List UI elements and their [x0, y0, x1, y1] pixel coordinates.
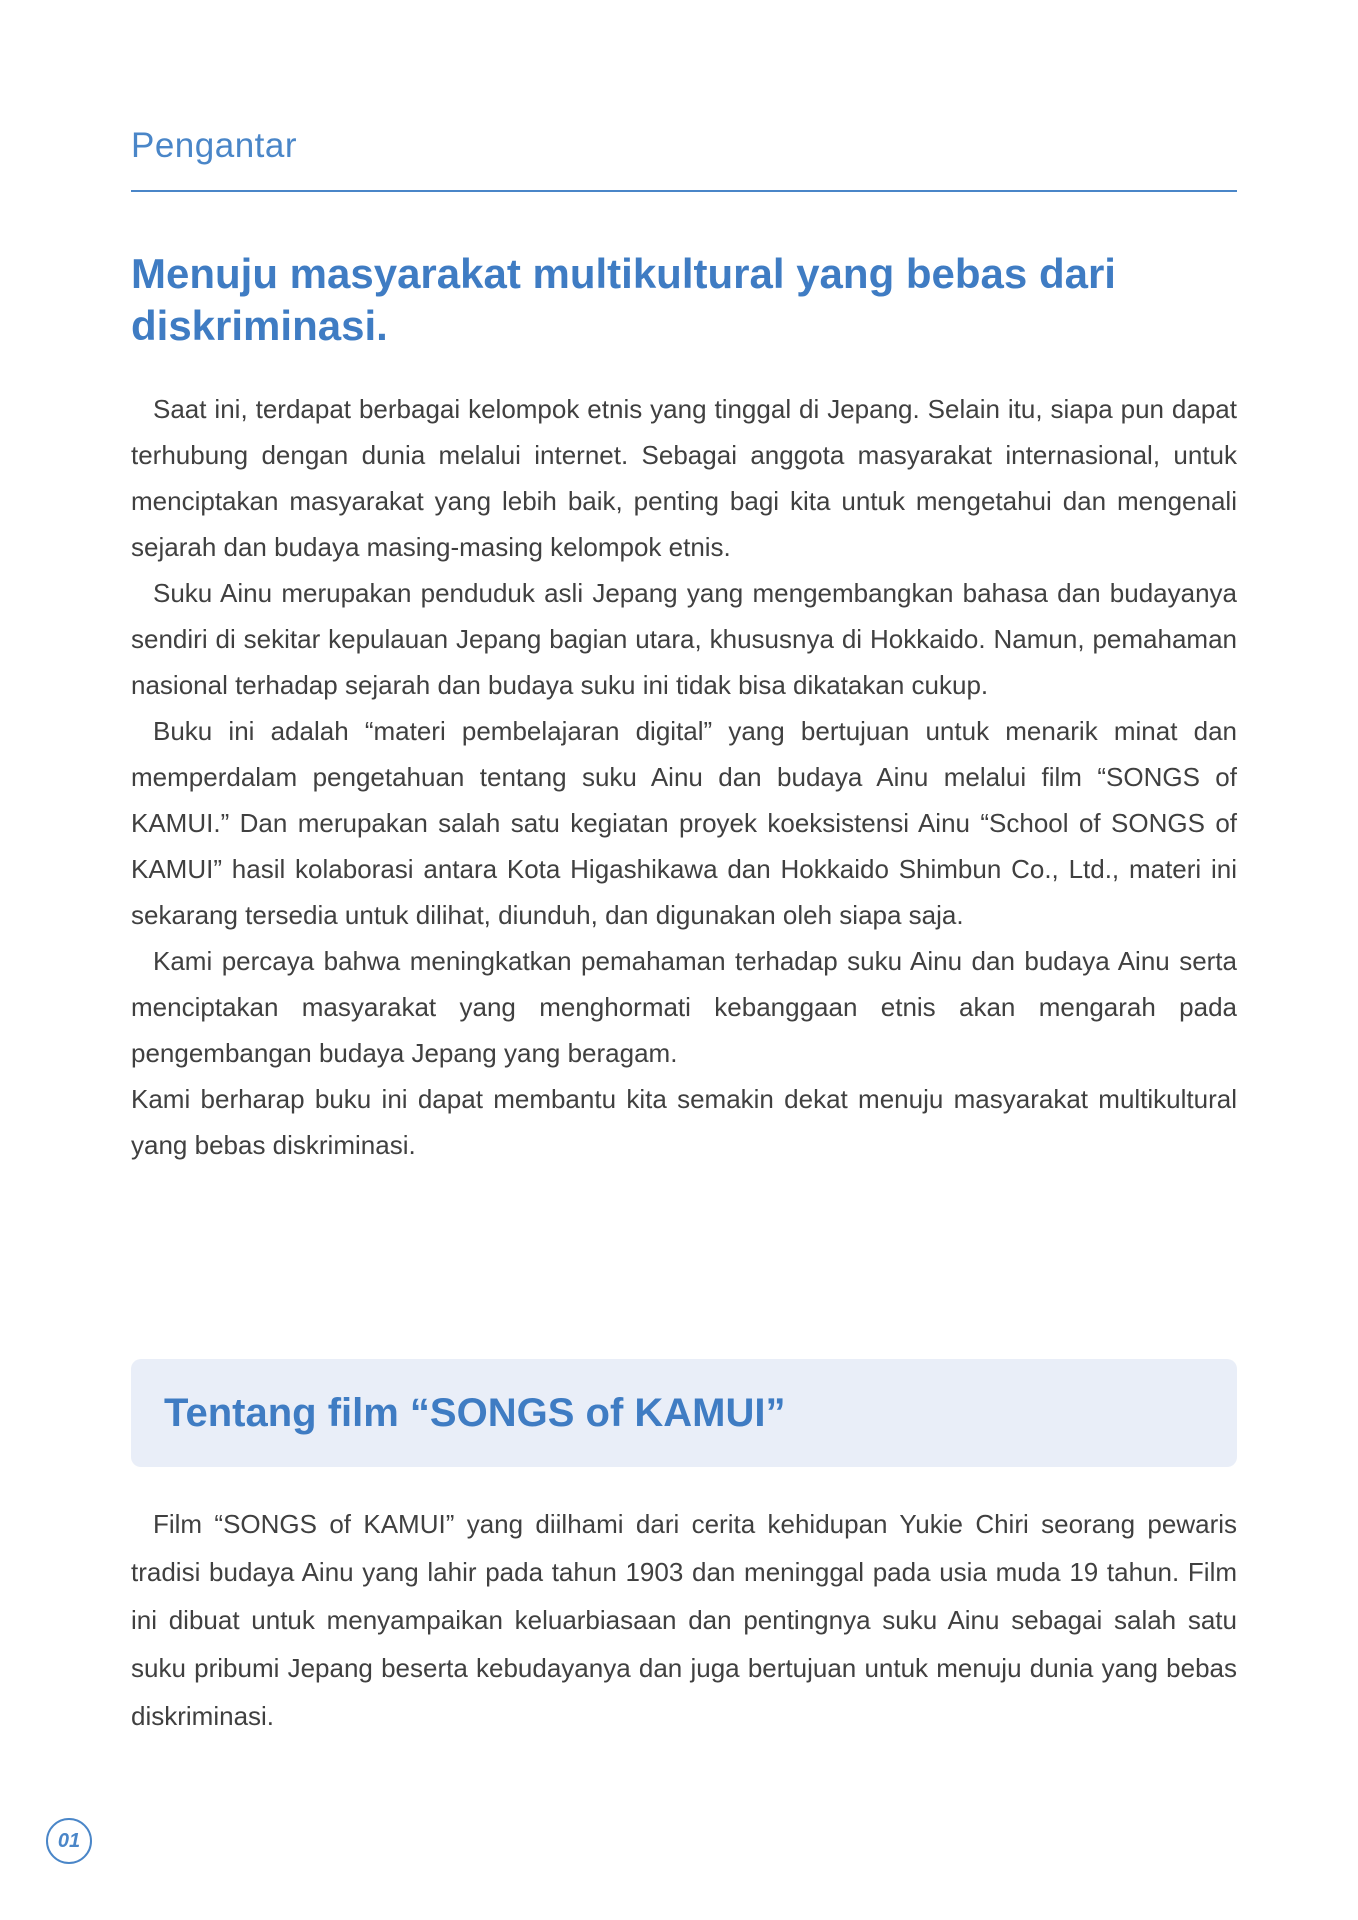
film-paragraph: Film “SONGS of KAMUI” yang diilhami dari cerita kehidupan Yukie Chiri seorang pewaris tradisi budaya Ainu yang lahir pada tahun 1903 dan meninggal pada usia muda 19 tahun. Film ini dibuat untuk menyampaikan keluarbiasaan dan pentingnya suku Ainu sebagai salah satu suku pribumi Jepang beserta kebudayanya dan juga bertujuan untuk menuju dunia yang bebas diskriminasi. — [131, 1509, 1237, 1731]
film-section-heading: Tentang film “SONGS of KAMUI” — [164, 1391, 786, 1435]
intro-paragraph-4: Kami percaya bahwa meningkatkan pemahaman terhadap suku Ainu dan budaya Ainu serta menciptakan masyarakat yang menghormati kebanggaan etnis akan mengarah pada pengembangan budaya Jepang yang beragam. — [131, 946, 1237, 1068]
main-heading: Menuju masyarakat multikultural yang bebas dari diskriminasi. — [131, 250, 1116, 349]
section-label: Pengantar — [131, 126, 298, 165]
intro-paragraph-3: Buku ini adalah “materi pembelajaran digital” yang bertujuan untuk menarik minat dan memperdalam pengetahuan tentang suku Ainu dan budaya Ainu melalui film “SONGS of KAMUI.” Dan merupakan salah satu kegiatan proyek koeksistensi Ainu “School of SONGS of KAMUI” hasil kolaborasi antara Kota Higashikawa dan Hokkaido Shimbun Co., Ltd., materi ini sekarang tersedia untuk dilihat, diunduh, dan digunakan oleh siapa saja. — [131, 716, 1237, 930]
page-number: 01 — [57, 1829, 81, 1852]
intro-paragraph-1: Saat ini, terdapat berbagai kelompok etnis yang tinggal di Jepang. Selain itu, siapa pun dapat terhubung dengan dunia melalui internet. Sebagai anggota masyarakat internasional, untuk menciptakan masyarakat yang lebih baik, penting bagi kita untuk mengetahui dan mengenali sejarah dan budaya masing-masing kelompok etnis. — [131, 394, 1237, 562]
intro-paragraph-5: Kami berharap buku ini dapat membantu kita semakin dekat menuju masyarakat multikultural yang bebas diskriminasi. — [131, 1084, 1237, 1160]
intro-paragraph-2: Suku Ainu merupakan penduduk asli Jepang yang mengembangkan bahasa dan budayanya sendiri di sekitar kepulauan Jepang bagian utara, khususnya di Hokkaido. Namun, pemahaman nasional terhadap sejarah dan budaya suku ini tidak bisa dikatakan cukup. — [131, 578, 1237, 700]
page-number-badge — [46, 1818, 92, 1864]
film-text — [131, 1500, 1237, 1740]
film-section-header-box — [131, 1359, 1237, 1467]
intro-text — [131, 386, 1237, 1168]
section-divider — [131, 190, 1237, 192]
